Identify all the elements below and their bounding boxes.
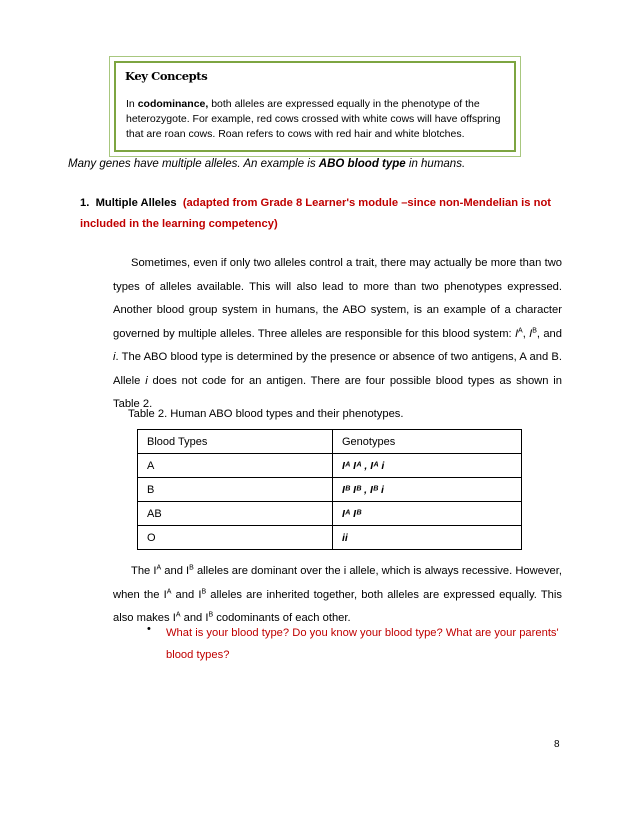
intro-sentence [68, 158, 465, 170]
p2-text: . The ABO blood type is determined by the presence or absence of two antigens, A and B. Allele [113, 351, 562, 387]
row-genotype: ii [333, 526, 522, 550]
p2-s7: codominants of each other. [213, 612, 351, 624]
table-caption: Table 2. Human ABO blood types and their phenotypes. [128, 408, 404, 420]
row-genotype: Iᴬ Iᴮ [333, 502, 522, 526]
page-number: 8 [554, 739, 560, 750]
table-row [138, 526, 522, 550]
section-note: (adapted from Grade 8 Learner's module –since non-Mendelian is not included in the learning competency) [80, 197, 552, 230]
p1-text: Sometimes, even if only two alleles control a trait, there may actually be more than two types of alleles available. This will also lead to more than two phenotypes expressed. Another blood group system in humans, the ABO system, is an example of a character governed by multiple alleles. Three alleles are responsible for this blood system: [113, 257, 562, 340]
row-type: A [138, 454, 333, 478]
bullet-icon: • [147, 623, 151, 635]
kc-term: codominance, [137, 98, 209, 110]
allele-i-2: i [145, 374, 148, 387]
kc-text-before: In [126, 98, 138, 110]
header-genotypes: Genotypes [333, 430, 522, 454]
row-type: O [138, 526, 333, 550]
key-concepts-inner-border [114, 61, 516, 152]
row-type: AB [138, 502, 333, 526]
blood-type-table [137, 429, 522, 550]
row-genotype: Iᴬ Iᴬ , Iᴬ i [333, 454, 522, 478]
p2-sa: A [156, 564, 162, 572]
allele-ib: I [529, 327, 533, 340]
sep2: , and [536, 327, 562, 340]
p3-text: does not code for an antigen. There are four possible blood types as shown in Table 2. [113, 374, 562, 410]
row-genotype: Iᴮ Iᴮ , Iᴮ i [333, 478, 522, 502]
table-header-row [138, 430, 522, 454]
table-row [138, 454, 522, 478]
allele-ia-sup: A [518, 326, 523, 334]
p2-s5: alleles are inherited together, both alleles are expressed equally. This also makes I [113, 588, 562, 624]
section-title: Multiple Alleles [95, 197, 177, 209]
key-concepts-box [109, 56, 521, 157]
key-concepts-title: Key Concepts [125, 69, 208, 83]
allele-ib-sup: B [532, 326, 537, 334]
p2-sb2: B [201, 587, 207, 595]
intro-before: Many genes have multiple alleles. An example is [68, 158, 319, 170]
sep1: , [522, 327, 530, 340]
p2-s1: The I [131, 565, 157, 577]
section-number: 1. [80, 197, 90, 209]
question-text: What is your blood type? Do you know your blood type? What are your parents' blood types? [166, 627, 559, 661]
table-row [138, 502, 522, 526]
p2-sb3: B [208, 611, 214, 619]
p2-s3: alleles are dominant over the i allele, which is always recessive. However, when the I [113, 565, 562, 601]
p2-s6: and I [180, 612, 209, 624]
p2-s2: and I [161, 565, 190, 577]
row-type: B [138, 478, 333, 502]
paragraph-codominance [113, 560, 562, 631]
kc-text-after: both alleles are expressed equally in the phenotype of the heterozygote. For example, red cows crossed with white cows will have offspring that are roan cows. Roan refers to cows with red hair and white blotches. [126, 98, 501, 140]
allele-i: i [113, 351, 116, 363]
p2-sa2: A [166, 587, 172, 595]
key-concepts-text [126, 97, 511, 142]
p2-s4: and I [171, 588, 202, 601]
intro-after: in humans. [405, 158, 466, 170]
p2-sa3: A [175, 611, 181, 619]
p2-sb: B [189, 564, 194, 572]
header-blood-types: Blood Types [138, 430, 333, 454]
section-heading [80, 193, 560, 235]
allele-ia: I [514, 327, 519, 340]
table-row [138, 478, 522, 502]
paragraph-multiple-alleles [113, 252, 562, 417]
intro-bold: ABO blood type [318, 158, 406, 170]
